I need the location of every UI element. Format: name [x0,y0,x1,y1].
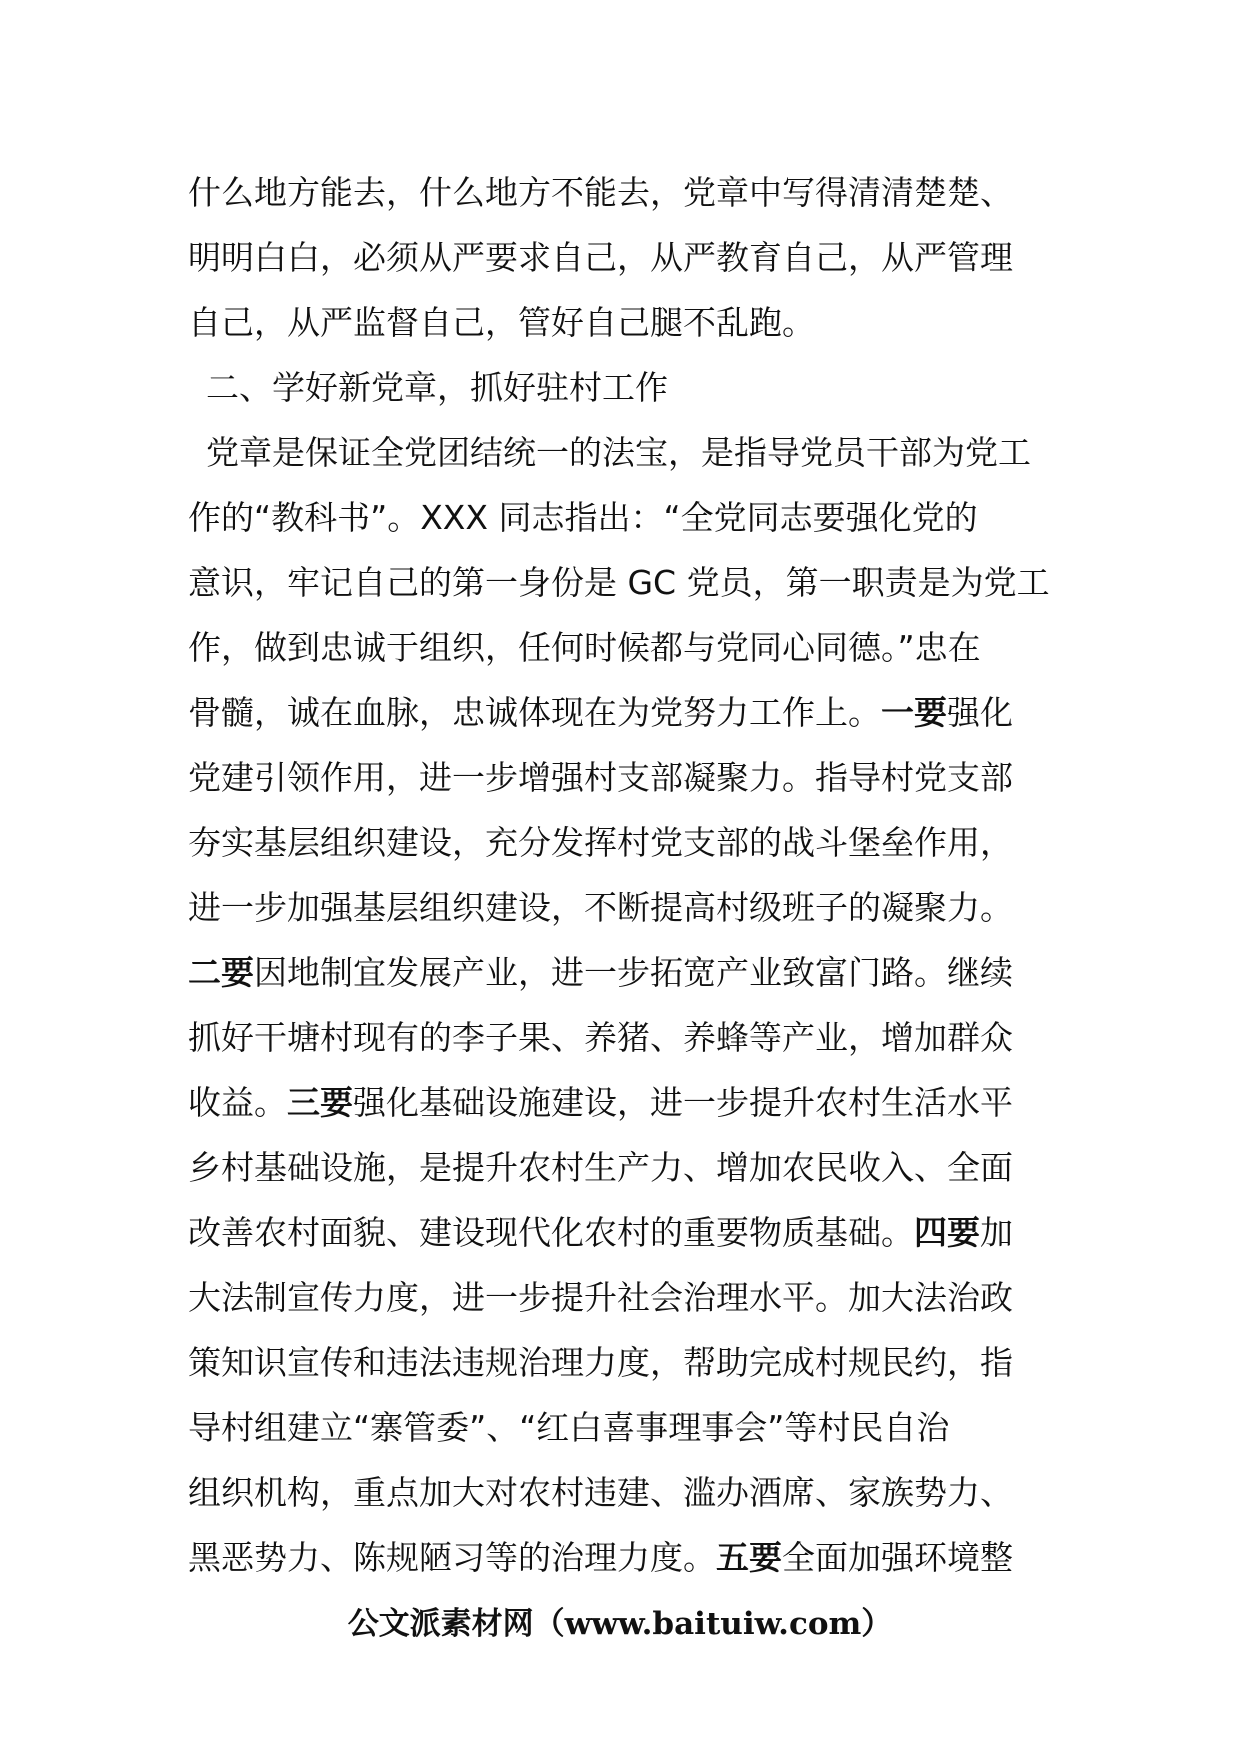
text-line [188,160,1068,225]
bold-keyword: 一要 [881,693,947,732]
text-segment: 强化 [947,693,1013,732]
bold-keyword: 五要 [716,1538,782,1577]
text-line [188,485,1068,550]
text-line [188,225,1068,290]
section-heading-text: 二、学好新党章，抓好驻村工作 [206,368,668,407]
text-segment: 组织机构，重点加大对农村违建、滥办酒席、家族势力、 [188,1473,1013,1512]
text-segment: 作，做到忠诚于组织，任何时候都与党同心同德。”忠在 [188,628,981,667]
text-line [188,745,1068,810]
body-text [188,160,1068,1590]
text-segment: 抓好干塘村现有的李子果、养猪、养蜂等产业，增加群众 [188,1018,1013,1057]
text-segment: 夯实基层组织建设，充分发挥村党支部的战斗堡垒作用， [188,823,1013,862]
footer-watermark: 公文派素材网（www.baituiw.com） [347,1606,893,1642]
text-segment: 策知识宣传和违法违规治理力度，帮助完成村规民约，指 [188,1343,1013,1382]
text-segment: 因地制宜发展产业，进一步拓宽产业致富门路。继续 [254,953,1013,992]
text-line [188,290,1068,355]
text-segment: 意识，牢记自己的第一身份是 GC 党员，第一职责是为党工 [188,563,1050,602]
text-segment: 收益。 [188,1083,287,1122]
text-line [188,810,1068,875]
text-line [188,1330,1068,1395]
text-segment: 全面加强环境整 [782,1538,1013,1577]
text-segment: 加 [980,1213,1013,1252]
text-line [188,550,1068,615]
text-line [188,940,1068,1005]
text-line [188,420,1068,485]
text-segment: 进一步加强基层组织建设，不断提高村级班子的凝聚力。 [188,888,1013,927]
text-segment: 强化基础设施建设，进一步提升农村生活水平 [353,1083,1013,1122]
text-line [188,1525,1068,1590]
text-segment: 大法制宣传力度，进一步提升社会治理水平。加大法治政 [188,1278,1013,1317]
text-segment: 作的“教科书”。XXX 同志指出：“全党同志要强化党的 [188,498,978,537]
text-segment: 乡村基础设施，是提升农村生产力、增加农民收入、全面 [188,1148,1013,1187]
text-line [188,615,1068,680]
text-segment: 黑恶势力、陈规陋习等的治理力度。 [188,1538,716,1577]
text-segment: 什么地方能去，什么地方不能去，党章中写得清清楚楚、 [188,173,1013,212]
bold-keyword: 三要 [287,1083,353,1122]
section-heading [188,355,1068,420]
text-segment: 党建引领作用，进一步增强村支部凝聚力。指导村党支部 [188,758,1013,797]
text-line [188,1265,1068,1330]
bold-keyword: 二要 [188,953,254,992]
text-segment: 改善农村面貌、建设现代化农村的重要物质基础。 [188,1213,914,1252]
bold-keyword: 四要 [914,1213,980,1252]
text-line [188,680,1068,745]
text-segment: 自己，从严监督自己，管好自己腿不乱跑。 [188,303,815,342]
text-segment: 导村组建立“寨管委”、“红白喜事理事会”等村民自治 [188,1408,950,1447]
text-segment: 明明白白，必须从严要求自己，从严教育自己，从严管理 [188,238,1013,277]
text-segment: 骨髓，诚在血脉，忠诚体现在为党努力工作上。 [188,693,881,732]
text-line [188,1005,1068,1070]
text-segment: 党章是保证全党团结统一的法宝，是指导党员干部为党工 [206,433,1031,472]
text-line [188,1460,1068,1525]
text-line [188,1200,1068,1265]
text-line [188,1070,1068,1135]
text-line [188,1135,1068,1200]
text-line [188,1395,1068,1460]
text-line [188,875,1068,940]
